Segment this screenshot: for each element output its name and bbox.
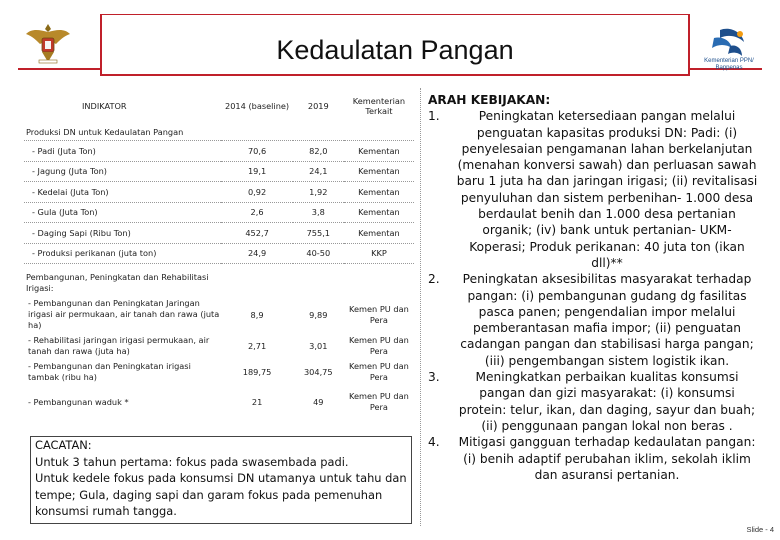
table-row [24, 359, 414, 385]
table-row [24, 385, 414, 419]
indicator-cell: - Jagung (Juta Ton) [24, 161, 221, 182]
baseline-cell: 2,6 [221, 202, 292, 223]
ministry-cell: Kemen PU dan Pera [349, 335, 409, 356]
policy-item-number: 3. [428, 370, 440, 385]
ministry-cell: Kemen PU dan Pera [349, 361, 409, 382]
header-ministry: Kementerian Terkait [352, 96, 406, 116]
policy-item [428, 369, 758, 434]
table-row [24, 141, 414, 162]
policy-item-number: 4. [428, 435, 440, 450]
ministry-cell: Kemen PU dan Pera [349, 391, 409, 412]
notes-box [30, 436, 412, 524]
policy-item-text: Peningkatan ketersediaan pangan melalui penguatan kapasitas produksi DN: Padi: (i) penyelesaian pengamanan lahan berkelanjutan (menahan konversi sawah) dan perluasan sawah baru 1 juta ha dan jaringan irigasi; (ii) revitalisasi penyuluhan dan sistem perbenihan- 1.000 desa berdaulat benih dan 1.000 desa pertanian organik; (iv) bank untuk pertanian- UKM-Koperasi; Produk perikanan: 40 juta ton (ikan dll)** [456, 109, 758, 270]
policy-item-number: 1. [428, 109, 440, 124]
table-row [24, 202, 414, 223]
ministry-cell: Kementan [344, 141, 414, 162]
table-row [24, 243, 414, 264]
baseline-cell: 8,9 [250, 309, 264, 320]
ministry-cell: Kemen PU dan Pera [349, 303, 409, 325]
column-divider [420, 88, 422, 526]
bappenas-logo-icon [700, 22, 762, 82]
target-cell: 9,89 [309, 309, 328, 320]
notes-line-1: Untuk 3 tahun pertama: fokus pada swasembada padi. [35, 454, 349, 469]
policy-item [428, 108, 758, 271]
baseline-cell: 2,71 [247, 341, 267, 351]
policy-item-text: Mitigasi gangguan terhadap kedaulatan pangan: (i) benih adaptif perubahan iklim, sekolah iklim dan asuransi pertanian. [458, 435, 756, 482]
ministry-cell: KKP [344, 243, 414, 264]
policy-item [428, 434, 758, 483]
target-cell: 3,01 [309, 341, 328, 351]
policy-item-text: Meningkatkan perbaikan kualitas konsumsi pangan dan gizi masyarakat: (i) konsumsi protein: telur, ikan, dan daging, sayur dan buah; (ii) penggunaan pangan lokal non beras . [458, 370, 756, 433]
target-cell: 304,75 [303, 367, 333, 377]
section-title: Produksi DN untuk Kedaulatan Pangan [26, 127, 184, 137]
baseline-cell: 21 [251, 397, 263, 407]
title-box [100, 14, 690, 76]
indicator-table [24, 88, 414, 419]
indicator-cell: - Padi (Juta Ton) [24, 141, 221, 162]
slide-number: Slide - 4 [746, 525, 774, 534]
table-row [24, 223, 414, 244]
table-row [24, 161, 414, 182]
section-row [24, 264, 414, 297]
target-cell: 1,92 [293, 182, 344, 203]
indicator-cell: - Rehabilitasi jaringan irigasi permukaan, air tanah dan rawa (juta ha) [28, 335, 210, 356]
indicator-cell: - Pembangunan dan Peningkatan irigasi tambak (ribu ha) [28, 361, 191, 382]
indicator-cell: - Produksi perikanan (juta ton) [24, 243, 221, 264]
indicator-cell: - Gula (Juta Ton) [24, 202, 221, 223]
indicator-cell: - Kedelai (Juta Ton) [24, 182, 221, 203]
logo-caption: Kementerian PPN/ Bappenas [704, 58, 754, 71]
baseline-cell: 70,6 [221, 141, 292, 162]
ministry-cell: Kementan [344, 182, 414, 203]
baseline-cell: 452,7 [221, 223, 292, 244]
policy-panel [428, 92, 758, 483]
target-cell: 82,0 [293, 141, 344, 162]
target-cell: 40-50 [293, 243, 344, 264]
baseline-cell: 19,1 [221, 161, 292, 182]
ministry-cell: Kementan [344, 161, 414, 182]
indicator-cell: - Pembangunan waduk * [28, 396, 129, 407]
policy-item-text: Peningkatan aksesibilitas masyarakat terhadap pangan: (i) pembangunan gudang dg fasilitas pasca panen; pengendalian impor melalui pemberantasan mafia impor; (ii) penguatan cadangan pangan dan stabilisasi harga pangan; (iii) pengembangan sistem logistik ikan. [460, 272, 754, 368]
notes-heading: CACATAN: [35, 438, 92, 452]
target-cell: 755,1 [293, 223, 344, 244]
ministry-cell: Kementan [344, 202, 414, 223]
ministry-cell: Kementan [344, 223, 414, 244]
notes-line-2: Untuk kedele fokus pada konsumsi DN utamanya untuk tahu dan tempe; Gula, daging sapi dan garam fokus pada pemenuhan konsumsi rumah tangga. [35, 471, 407, 518]
baseline-cell: 24,9 [221, 243, 292, 264]
target-cell: 49 [313, 397, 324, 407]
baseline-cell: 0,92 [221, 182, 292, 203]
policy-item-number: 2. [428, 272, 440, 287]
table-row [24, 182, 414, 203]
baseline-cell: 189,75 [242, 367, 272, 377]
header-target: 2019 [307, 101, 329, 111]
policy-item [428, 271, 758, 369]
policy-heading: ARAH KEBIJAKAN: [428, 93, 551, 107]
section-row [24, 124, 414, 141]
table-row [24, 333, 414, 359]
section-title: Pembangunan, Peningkatan dan Rehabilitasi Irigasi: [24, 264, 221, 297]
target-cell: 24,1 [293, 161, 344, 182]
garuda-emblem-icon [24, 20, 72, 68]
header-indikator: INDIKATOR [82, 101, 127, 111]
indicator-cell: - Pembangunan dan Peningkatan Jaringan irigasi air permukaan, air tanah dan rawa (juta ha) [28, 298, 220, 330]
target-cell: 3,8 [293, 202, 344, 223]
policy-list [428, 108, 758, 483]
page-title: Kedaulatan Pangan [276, 35, 514, 65]
indicator-cell: - Daging Sapi (Ribu Ton) [24, 223, 221, 244]
header-baseline: 2014 (baseline) [225, 101, 290, 111]
table-header-row [24, 88, 414, 124]
table-row [24, 296, 414, 333]
